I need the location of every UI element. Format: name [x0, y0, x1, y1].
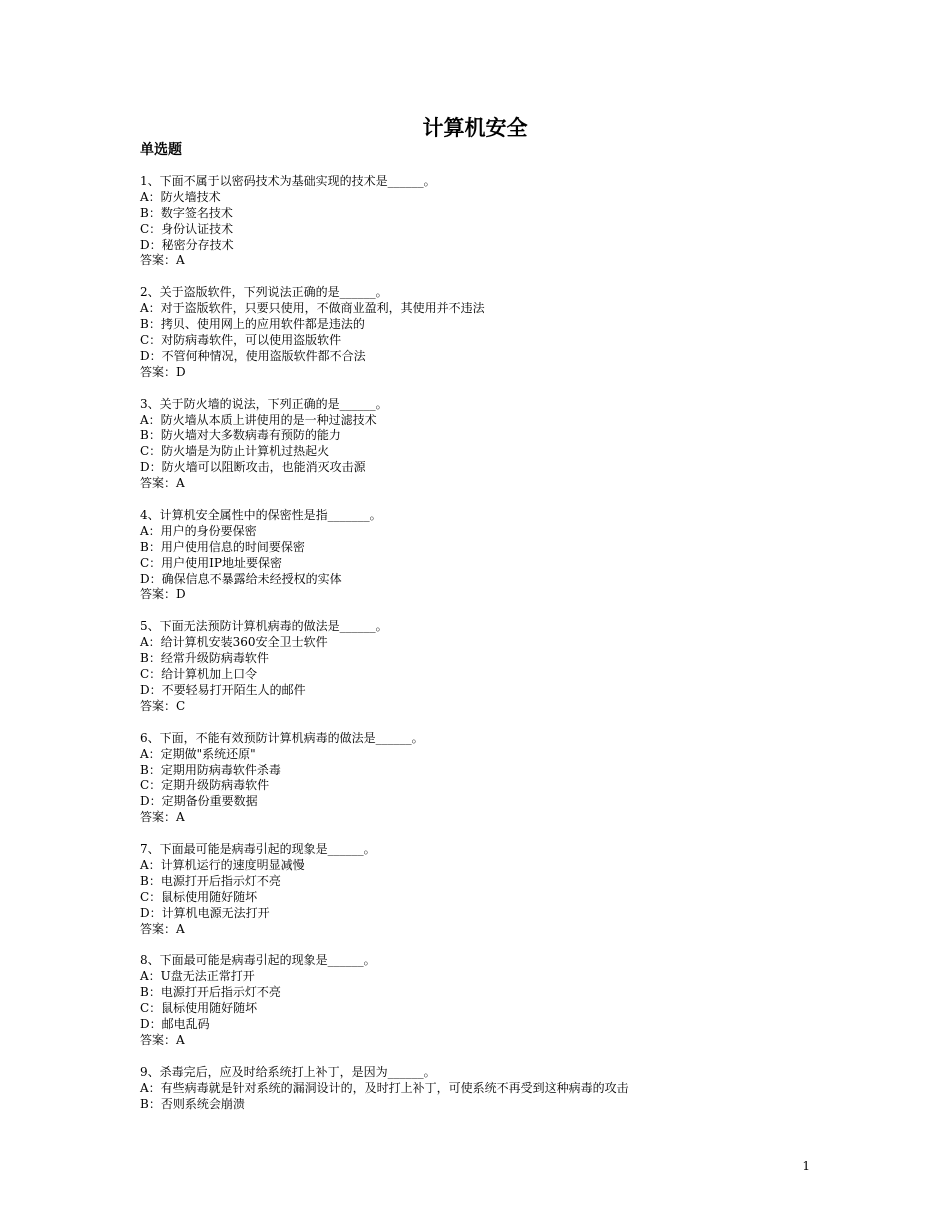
question-stem: 4、计算机安全属性中的保密性是指_______。 — [140, 508, 382, 523]
option-c: C：定期升级防病毒软件 — [140, 778, 270, 793]
option-b: B：否则系统会崩溃 — [140, 1096, 245, 1111]
answer: 答案：A — [140, 476, 185, 491]
option-c: C：用户使用IP地址要保密 — [140, 555, 282, 570]
option-c: C：鼠标使用随好随坏 — [140, 1001, 258, 1016]
question-stem: 2、关于盗版软件，下列说法正确的是______。 — [140, 285, 388, 300]
question-5 — [140, 619, 840, 714]
page-title: 计算机安全 — [422, 116, 528, 140]
option-c: C：对防病毒软件，可以使用盗版软件 — [140, 333, 342, 348]
option-b: B：电源打开后指示灯不亮 — [140, 873, 281, 888]
answer: 答案：A — [140, 921, 185, 936]
option-c: C：给计算机加上口令 — [140, 667, 258, 682]
option-a: A：定期做"系统还原" — [140, 746, 256, 761]
answer: 答案：D — [140, 587, 186, 602]
question-stem: 8、下面最可能是病毒引起的现象是______。 — [140, 953, 376, 968]
option-b: B：经常升级防病毒软件 — [140, 651, 269, 666]
question-stem: 1、下面不属于以密码技术为基础实现的技术是______。 — [140, 174, 436, 188]
option-a: A：防火墙从本质上讲使用的是一种过滤技术 — [140, 412, 377, 427]
answer: 答案：A — [140, 1032, 185, 1047]
option-b: B：用户使用信息的时间要保密 — [140, 539, 305, 554]
answer: 答案：D — [140, 364, 186, 379]
answer: 答案：C — [140, 698, 186, 713]
option-b: B：电源打开后指示灯不亮 — [140, 985, 281, 1000]
option-c: C：身份认证技术 — [140, 221, 234, 236]
question-stem: 6、下面，不能有效预防计算机病毒的做法是______。 — [140, 730, 424, 745]
option-a: A：给计算机安装360安全卫士软件 — [140, 635, 328, 650]
option-b: B：拷贝、使用网上的应用软件都是违法的 — [140, 317, 365, 332]
question-stem: 9、杀毒完后，应及时给系统打上补丁，是因为______。 — [140, 1064, 436, 1079]
answer: 答案：A — [140, 810, 185, 825]
question-list — [140, 174, 840, 1128]
option-d: D：计算机电源无法打开 — [140, 905, 270, 920]
option-c: C：防火墙是为防止计算机过热起火 — [140, 444, 330, 459]
question-8 — [140, 953, 840, 1048]
question-3 — [140, 397, 840, 492]
option-a: A：用户的身份要保密 — [140, 523, 257, 538]
option-d: D：不要轻易打开陌生人的邮件 — [140, 682, 306, 697]
option-d: D：不管何种情况，使用盗版软件都不合法 — [140, 348, 366, 363]
option-c: C：鼠标使用随好随坏 — [140, 889, 258, 904]
option-d: D：邮电乱码 — [140, 1016, 210, 1031]
question-7 — [140, 842, 840, 937]
option-b: B：数字签名技术 — [140, 205, 233, 220]
section-title: 单选题 — [140, 142, 182, 158]
page-number: 1 — [802, 1159, 810, 1173]
question-2 — [140, 285, 840, 380]
question-stem: 7、下面最可能是病毒引起的现象是______。 — [140, 842, 376, 857]
option-d: D：防火墙可以阻断攻击，也能消灭攻击源 — [140, 460, 366, 475]
option-a: A：防火墙技术 — [140, 189, 221, 204]
option-b: B：防火墙对大多数病毒有预防的能力 — [140, 428, 341, 443]
answer: 答案：A — [140, 253, 185, 268]
option-d: D：确保信息不暴露给未经授权的实体 — [140, 571, 342, 586]
question-6 — [140, 731, 840, 826]
question-1 — [140, 174, 840, 269]
question-stem: 3、关于防火墙的说法，下列正确的是______。 — [140, 396, 388, 411]
question-9 — [140, 1065, 840, 1113]
question-4 — [140, 508, 840, 603]
option-d: D：秘密分存技术 — [140, 237, 234, 252]
option-a: A：计算机运行的速度明显减慢 — [140, 857, 305, 872]
option-a: A：对于盗版软件，只要只使用，不做商业盈利，其使用并不违法 — [140, 301, 485, 316]
question-stem: 5、下面无法预防计算机病毒的做法是______。 — [140, 619, 388, 634]
option-a: A：U盘无法正常打开 — [140, 969, 255, 984]
option-d: D：定期备份重要数据 — [140, 794, 258, 809]
option-b: B：定期用防病毒软件杀毒 — [140, 762, 281, 777]
option-a: A：有些病毒就是针对系统的漏洞设计的，及时打上补丁，可使系统不再受到这种病毒的攻击 — [140, 1080, 629, 1095]
